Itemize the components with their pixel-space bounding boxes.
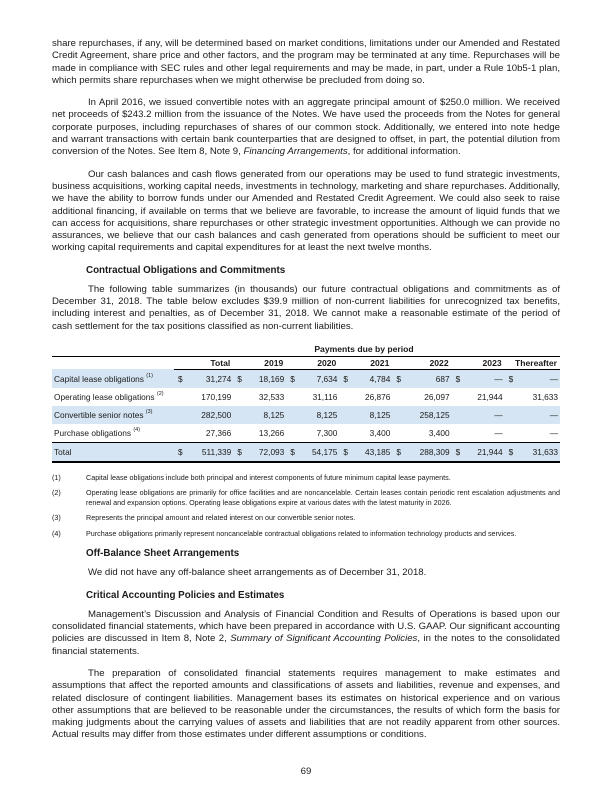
currency-symbol: $ — [233, 369, 249, 388]
note-reference-italic: Financing Arrangements — [243, 146, 348, 158]
currency-symbol: $ — [392, 442, 408, 462]
currency-symbol — [286, 406, 302, 424]
paragraph-table-summary: The following table summarizes (in thousands) our future contractual obligations and commitments as of December 31, 2018. The table below excludes $39.9 million of non-current liabilities for unrecognized tax benefits, including interest and penalties, as of December 31, 2018. We cannot make a reasonable estimate of the period of cash settlement for the tax positions classified as non-current liabilities. — [52, 283, 560, 332]
paragraph-off-balance-sheet: We did not have any off-balance sheet arrangements as of December 31, 2018. — [88, 567, 427, 579]
table-row — [52, 406, 560, 424]
note-reference-italic: Summary of Significant Accounting Policies — [230, 633, 418, 645]
table-column-header: 2022 — [392, 356, 451, 369]
table-cell-value: 8,125 — [249, 406, 286, 424]
table-cell-value: 258,125 — [408, 406, 451, 424]
table-group-header: Payments due by period — [52, 343, 560, 357]
table-body — [52, 369, 560, 462]
footnote-text: Represents the principal amount and related interest on our convertible senior notes. — [86, 513, 356, 523]
footnote-number: (2) — [52, 488, 61, 498]
row-label — [52, 424, 174, 443]
currency-symbol: $ — [286, 442, 302, 462]
table-cell-value: 21,944 — [477, 391, 503, 402]
currency-symbol — [452, 424, 468, 443]
currency-symbol — [505, 388, 521, 406]
table-cell-value: 27,366 — [205, 427, 232, 438]
paragraph-mdna-basis — [52, 609, 560, 658]
currency-symbol: $ — [286, 369, 302, 388]
table-row — [52, 388, 560, 406]
contractual-obligations-table — [52, 343, 560, 463]
currency-symbol — [339, 388, 355, 406]
footnote-text: Capital lease obligations include both principal and interest components of future minimum capital lease payments. — [86, 472, 451, 482]
footnote-number: (3) — [52, 513, 61, 523]
table-cell-value: 32,533 — [258, 391, 285, 402]
paragraph-estimates: The preparation of consolidated financial statements requires management to make estimates and assumptions that affect the reported amounts and classifications of assets and liabilities, revenue and expenses, and related disclosure of contingent liabilities. Management bases its estimates on historical experience and on various other assumptions that are believed to be reasonable under the circumstances, the results of which form the basis for making judgments about the carrying values of assets and liabilities that are not readily apparent from other sources. Actual results may differ from those estimates under different assumptions or conditions. — [52, 667, 560, 741]
footnotes — [52, 473, 560, 539]
currency-symbol: $ — [174, 442, 190, 462]
table-cell-value: 687 — [408, 369, 451, 388]
paragraph-text: , for additional information. — [347, 146, 461, 158]
currency-symbol — [174, 424, 190, 443]
currency-symbol — [233, 406, 249, 424]
currency-symbol: $ — [339, 369, 355, 388]
table-cell-value: 26,876 — [364, 391, 391, 402]
paragraph-text: , in the notes to the consolidated financial statements. — [52, 633, 560, 657]
currency-symbol: $ — [505, 442, 521, 462]
currency-symbol — [286, 424, 302, 443]
table-cell-value: — — [468, 369, 505, 388]
table-column-header: 2021 — [339, 356, 392, 369]
row-label — [52, 369, 174, 388]
footnote-marker: (1) — [146, 372, 153, 379]
table-cell-value: 511,339 — [190, 442, 233, 462]
table-cell-value: 18,169 — [249, 369, 286, 388]
table-row — [52, 369, 560, 388]
currency-symbol — [233, 424, 249, 443]
footnote-marker: (4) — [133, 426, 141, 433]
row-label-text: Purchase obligations — [54, 427, 132, 438]
paragraph-convertible-notes — [52, 97, 560, 158]
table-cell-value: 13,266 — [258, 427, 285, 438]
footnote-marker: (2) — [156, 390, 164, 397]
table-cell-value: 31,633 — [521, 442, 560, 462]
currency-symbol: $ — [452, 369, 468, 388]
spacer — [52, 463, 560, 473]
row-label — [52, 442, 174, 462]
table-column-header: 2019 — [233, 356, 286, 369]
currency-symbol — [392, 406, 408, 424]
heading-critical-accounting: Critical Accounting Policies and Estimates — [86, 589, 285, 601]
heading-contractual-obligations: Contractual Obligations and Commitments — [86, 264, 286, 276]
footnote-text: Purchase obligations primarily represent noncancelable contractual obligations related to information technology products and services. — [86, 528, 517, 538]
currency-symbol — [505, 406, 521, 424]
table-cell-value: 31,116 — [312, 391, 338, 402]
table-cell-value: — — [468, 406, 505, 424]
table-header-empty — [52, 356, 174, 369]
row-label-text: Total — [54, 446, 72, 457]
table-cell-value: 7,300 — [316, 427, 338, 438]
row-label-text: Operating lease obligations — [54, 391, 155, 402]
page-number: 69 — [300, 766, 312, 777]
currency-symbol — [505, 424, 521, 443]
currency-symbol — [174, 388, 190, 406]
footnote — [52, 513, 560, 523]
currency-symbol: $ — [233, 442, 249, 462]
table-cell-value: 282,500 — [190, 406, 233, 424]
footnote-number: (1) — [52, 472, 61, 482]
row-label — [52, 406, 174, 424]
table-column-header-row — [52, 356, 560, 369]
currency-symbol: $ — [339, 442, 355, 462]
table-cell-value: — — [549, 427, 558, 438]
currency-symbol: $ — [505, 369, 521, 388]
table-cell-value: 8,125 — [355, 406, 392, 424]
currency-symbol — [286, 388, 302, 406]
table-cell-value: 170,199 — [201, 391, 232, 402]
table-cell-value: 26,097 — [424, 391, 450, 402]
table-cell-value: 3,400 — [428, 427, 450, 438]
table-cell-value: 54,175 — [302, 442, 339, 462]
table-column-header: Total — [174, 356, 233, 369]
table-cell-value: 8,125 — [302, 406, 339, 424]
currency-symbol — [452, 388, 468, 406]
document-page — [52, 38, 560, 752]
table-cell-value: — — [494, 427, 503, 438]
table-cell-value: 72,093 — [249, 442, 286, 462]
currency-symbol: $ — [452, 442, 468, 462]
paragraph-text: In April 2016, we issued convertible notes with an aggregate principal amount of $250.0 million. We received net proceeds of $243.2 million from the issuance of the Notes. We have used the proceeds from the Notes for general corporate purposes, including repurchases of shares of our common stock. Additionally, we entered into note hedge and warrant transactions with certain bank counterparties that are designed to offset, in part, the potential dilution from conversion of the Notes. See Item 8, Note 9, — [52, 97, 560, 158]
table-column-header: 2020 — [286, 356, 339, 369]
table-column-header: 2023 — [452, 356, 505, 369]
currency-symbol — [392, 388, 408, 406]
footnote — [52, 529, 560, 539]
footnote-number: (4) — [52, 528, 61, 538]
table-cell-value: 4,784 — [355, 369, 392, 388]
table-row — [52, 424, 560, 443]
row-label-text: Capital lease obligations — [54, 373, 144, 384]
paragraph-cash-balances: Our cash balances and cash flows generated from our operations may be used to fund strategic investments, business acquisitions, working capital needs, investments in technology, marketing and share repurchases. Additionally, we have the ability to borrow funds under our Amended and Restated Credit Agreement. We could also seek to raise additional financing, if available on terms that we believe are favorable, to increase the amount of liquid funds that we can access for acquisitions, share repurchases or other strategic investment opportunities. Although we can provide no assurances, we believe that our cash balances and cash generated from operations should be sufficient to meet our working capital requirements and capital expenditures for at least the next twelve months. — [52, 168, 560, 254]
table-column-header: Thereafter — [505, 356, 560, 369]
table-cell-value: — — [521, 369, 560, 388]
currency-symbol — [233, 388, 249, 406]
currency-symbol — [339, 424, 355, 443]
currency-symbol: $ — [174, 369, 190, 388]
table-cell-value: 43,185 — [355, 442, 392, 462]
row-label — [52, 388, 174, 406]
table-cell-value: 21,944 — [468, 442, 505, 462]
paragraph-share-repurchases: share repurchases, if any, will be determined based on market conditions, limitations under our Amended and Restated Credit Agreement, share price and other factors, and the program may be terminated at any time. Repurchases will be made in compliance with SEC rules and other legal requirements and may be made, in part, under a Rule 10b5-1 plan, which permits share repurchases when we might otherwise be precluded from doing so. — [52, 38, 560, 86]
heading-off-balance-sheet: Off-Balance Sheet Arrangements — [86, 548, 240, 560]
footnote — [52, 488, 560, 507]
table-total-row — [52, 442, 560, 462]
table-cell-value: 288,309 — [408, 442, 451, 462]
currency-symbol — [452, 406, 468, 424]
currency-symbol: $ — [392, 369, 408, 388]
currency-symbol — [392, 424, 408, 443]
table-cell-value: 3,400 — [369, 427, 391, 438]
table-cell-value: — — [521, 406, 560, 424]
row-label-text: Convertible senior notes — [54, 409, 144, 420]
footnote — [52, 473, 560, 483]
currency-symbol — [174, 406, 190, 424]
currency-symbol — [339, 406, 355, 424]
table-cell-value: 31,633 — [532, 391, 558, 402]
footnote-text: Operating lease obligations are primarily for office facilities and are noncancelable. Certain leases contain periodic rent escalation adjustments and renewal and expansion options. Operating lease obligations expire at various dates with the latest maturity in 2026. — [86, 488, 560, 507]
footnote-marker: (3) — [145, 408, 153, 415]
table-cell-value: 7,634 — [302, 369, 339, 388]
table-cell-value: 31,274 — [190, 369, 233, 388]
paragraph-text: Management’s Discussion and Analysis of Financial Condition and Results of Operations is based upon our consolidated financial statements, which have been prepared in accordance with U.S. GAAP. Our significant accounting policies are discussed in Item 8, Note 2, — [52, 608, 560, 645]
